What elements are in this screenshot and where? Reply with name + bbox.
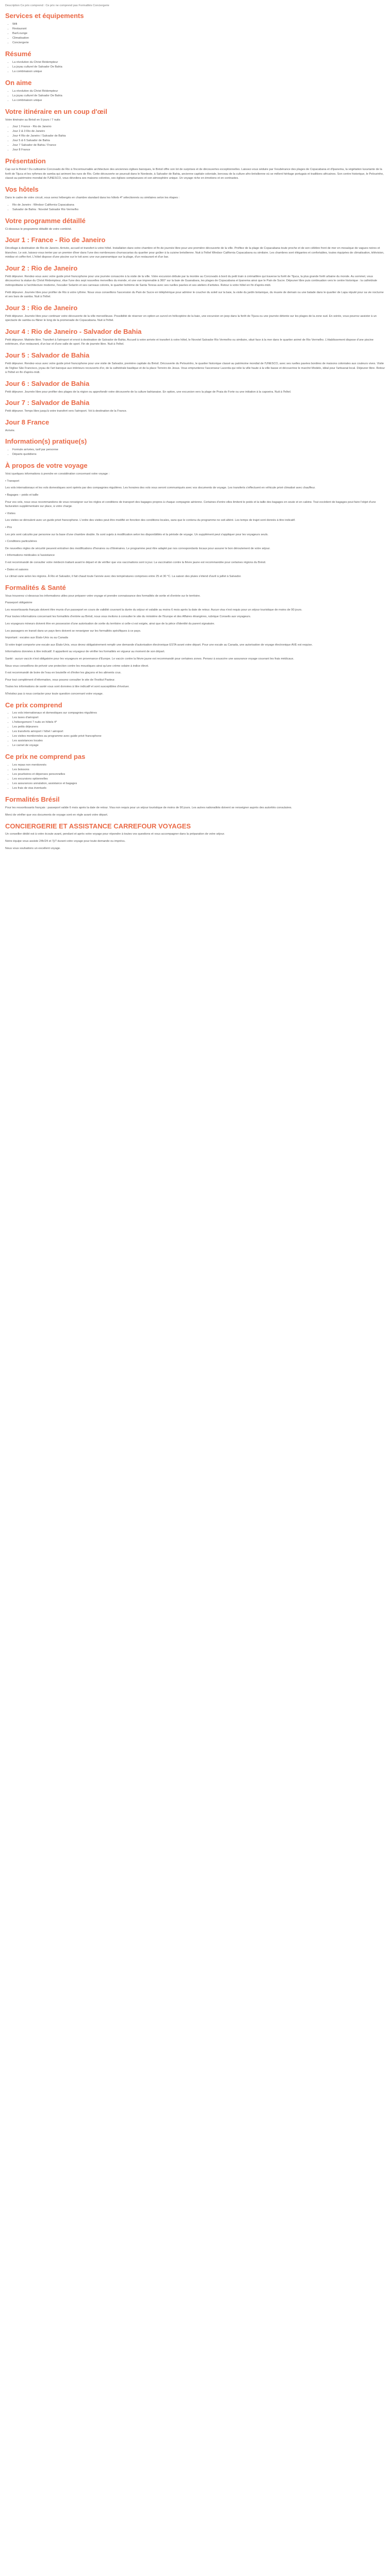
day5-title: Jour 5 : Salvador de Bahia bbox=[5, 351, 90, 359]
services-title: Services et équipements bbox=[5, 12, 84, 20]
important-label: Important : escales aux États-Unis ou au Canada bbox=[5, 636, 68, 640]
itinerary-list bbox=[5, 125, 386, 152]
day2-text: Petit déjeuner. Rendez-vous avec votre guide privé francophone pour une journée consacrée à la visite de la ville. Votre excursion débute par la montée au Corcovado à bord du petit train à crémaillère qui traverse la forêt de Tijuca, la plus grande forêt urbaine du monde. Au sommet, vous découvrirez la statue du Christ Rédempteur, élue l'une des sept nouvelles merveilles du monde, et une vue imprenable à 360° sur la baie de Guanabara, les plages de Copacabana et Ipanema ainsi que le Pain de Sucre. Déjeuner libre puis continuation vers le centre historique : la cathédrale métropolitaine à l'architecture moderne, l'escalier Selarón et ses carreaux colorés, le quartier bohème de Santa Teresa avec ses ruelles pavées et ses ateliers d'artistes. Retour à votre hôtel en fin d'après-midi. bbox=[5, 275, 377, 287]
list-item: • Conciergerie bbox=[12, 41, 386, 45]
list-item: • Le carnet de voyage bbox=[12, 743, 386, 748]
info-title: Information(s) pratique(s) bbox=[5, 437, 87, 446]
list-item: • Les excursions optionnelles bbox=[12, 777, 386, 782]
included-title: Ce prix comprend bbox=[5, 701, 62, 709]
about-title: À propos de votre voyage bbox=[5, 462, 88, 470]
concierge-text-3: Nous vous souhaitons un excellent voyage. bbox=[5, 846, 61, 850]
list-item: • Les vols internationaux et domestiques sur compagnies régulières bbox=[12, 711, 386, 716]
formalities-text: Pour tout complément d'information, vous pouvez consulter le site de l'Institut Pasteur. bbox=[5, 678, 116, 682]
day8-text: Arrivée. bbox=[5, 429, 15, 432]
prix-label: • Prix bbox=[5, 526, 12, 529]
list-item: • Les assistances locales bbox=[12, 739, 386, 743]
day4-title: Jour 4 : Rio de Janeiro - Salvador de Bahia bbox=[5, 327, 142, 335]
presentation-text: Cap sur le Brésil ! Du cultissime Corcovado de Rio à l'incontournable architecture des anciennes églises baroques, le Brésil offre son lot de surprises et de découvertes exceptionnelles. Laissez-vous séduire par l'exubérance des plages de Copacabana et d'Ipanema, la végétation luxuriante de la forêt de Tijuca et les rythmes de samba qui animent les rues de Rio. Cette découverte se poursuit dans le Nordeste, à Salvador de Bahia, ancienne capitale coloniale, berceau de la culture afro-brésilienne où se mêlent héritage portugais et traditions africaines. Son centre historique, le Pelourinho, classé au patrimoine mondial de l'UNESCO, vous dévoilera ses maisons colorées, ses églises somptueuses et son atmosphère unique. Un voyage riche en émotions et en contrastes. bbox=[5, 168, 384, 180]
formalities-text: Si votre trajet comporte une escale aux États-Unis, vous devez obligatoirement remplir une demande d'autorisation électronique ESTA avant votre départ. Pour une escale au Canada, une autorisation de voyage électronique AVE est requise. bbox=[5, 643, 313, 647]
resume-title: Résumé bbox=[5, 49, 31, 58]
passport-label: Passeport obligatoire bbox=[5, 601, 32, 605]
day5-text: Petit déjeuner. Rendez-vous avec votre guide privé francophone pour une visite de Salvador, première capitale du Brésil. Découverte du Pelourinho, le quartier historique classé au patrimoine mondial de l'UNESCO, avec ses ruelles pavées bordées de maisons coloniales aux couleurs vives. Visite de l'église São Francisco, joyau de l'art baroque aux intérieurs recouverts d'or, de la cathédrale basilique et de la place Terreiro de Jesus. Vous emprunterez l'ascenseur Lacerda qui relie la ville haute à la ville basse et découvrirez le marché Modelo, idéal pour l'artisanat local. Déjeuner libre. Retour à l'hôtel en fin d'après-midi. bbox=[5, 362, 385, 375]
list-item: • Salvador de Bahia : Novotel Salvador Rio Vermelho bbox=[12, 208, 386, 212]
formalities-text: Pour toutes informations concernant les formalités d'entrée au Brésil, nous vous invitons à consulter le site du ministère de l'Europe et des Affaires étrangères, rubrique Conseils aux voyageurs. bbox=[5, 615, 251, 619]
day6-text: Petit déjeuner. Journée libre pour profiter des plages de la région ou approfondir votre découverte de la culture bahianaise. En option, une excursion vers la plage de Praia do Forte ou une initiation à la capoeira. Nuit à l'hôtel. bbox=[5, 390, 291, 394]
list-item: • La révolution du Christ Rédempteur bbox=[12, 89, 386, 94]
formalities-text: Il est recommandé de boire de l'eau en bouteille et d'éviter les glaçons et les aliments crus. bbox=[5, 671, 122, 675]
list-item: • Jour 7 Salvador de Bahia / France bbox=[12, 143, 386, 148]
list-item: • Les transferts aéroport / hôtel / aéroport bbox=[12, 730, 386, 734]
formalities-text: Les ressortissants français doivent être munis d'un passeport en cours de validité couvrant la durée du séjour et valable au moins 6 mois après la date de retour. Aucun visa n'est requis pour un séjour touristique de moins de 90 jours. bbox=[5, 608, 302, 612]
formalities-text: Toutes les informations de santé vous sont données à titre indicatif et sont susceptibles d'évoluer. bbox=[5, 685, 129, 689]
list-item: • Jour 5 & 6 Salvador de Bahia bbox=[12, 139, 386, 143]
concierge-text: Un conseiller dédié est à votre écoute avant, pendant et après votre voyage pour répondre à toutes vos questions et vous accompagner dans la préparation de votre séjour. bbox=[5, 833, 225, 836]
hotels-title: Vos hôtels bbox=[5, 185, 39, 194]
day1-title: Jour 1 : France - Rio de Janeiro bbox=[5, 236, 106, 244]
list-item: • Formule arrivées, tarif par personne bbox=[12, 448, 386, 452]
itinerary-title: Votre itinéraire en un coup d'œil bbox=[5, 107, 107, 115]
visites-text: Les visites se déroulent avec un guide privé francophone. L'ordre des visites peut être modifié en fonction des conditions locales, sans que le contenu du programme ne soit altéré. Les temps de trajet sont donnés à titre indicatif. bbox=[5, 519, 296, 522]
medical-label: • Informations médicales à l'assistance bbox=[5, 554, 55, 557]
itinerary-intro: Votre itinéraire au Brésil en 9 jours / 7 nuits bbox=[5, 118, 60, 122]
concierge-title: CONCIERGERIE ET ASSISTANCE CARREFOUR VOYAGES bbox=[5, 822, 191, 830]
hotels-intro: Dans le cadre de votre circuit, vous serez hébergés en chambre standard dans les hôtels 4* sélectionnés ou similaires selon les étapes : bbox=[5, 196, 180, 199]
excluded-list bbox=[5, 763, 386, 791]
conditions-label: • Conditions particulières bbox=[5, 540, 37, 544]
list-item: • Rio de Janeiro : Windsor California Copacabana bbox=[12, 203, 386, 208]
dates-label: • Dates et saisons bbox=[5, 568, 28, 571]
formalities-text: Les voyageurs mineurs doivent être en possession d'une autorisation de sortie du territoire si celle-ci est exigée, ainsi que de la pièce d'identité du parent signataire. bbox=[5, 622, 215, 625]
list-item: • La joyau culturel de Salvador De Bahia bbox=[12, 94, 386, 98]
hotels-list bbox=[5, 203, 386, 212]
list-item: • Les petits déjeuners bbox=[12, 725, 386, 730]
onaime-title: On aime bbox=[5, 78, 32, 87]
included-list bbox=[5, 711, 386, 748]
formalities-title: Formalités & Santé bbox=[5, 583, 66, 591]
list-item: • Jour 8 France bbox=[12, 148, 386, 152]
formalities-text: Santé : aucun vaccin n'est obligatoire pour les voyageurs en provenance d'Europe. Le vaccin contre la fièvre jaune est recommandé pour certaines zones. Pensez à souscrire une assurance voyage couvrant les frais médicaux. bbox=[5, 657, 294, 660]
transport-label: • Transport bbox=[5, 479, 20, 483]
program-intro: Ci-dessous le programme détaillé de votre combiné. bbox=[5, 227, 72, 231]
onaime-list bbox=[5, 89, 386, 103]
formalities-text: N'hésitez pas à nous contacter pour toute question concernant votre voyage. bbox=[5, 692, 104, 696]
top-line: Description Ce prix comprend : Ce prix ne comprend pas Formalités Conciergerie bbox=[5, 4, 109, 7]
list-item: • Jour 2 & 3 Rio de Janeiro bbox=[12, 129, 386, 134]
resume-list bbox=[5, 60, 386, 74]
day3-text: Petit déjeuner. Journée libre pour continuer votre découverte de la ville merveilleuse. Possibilité de réserver en option un survol en hélicoptère de la baie, une excursion en jeep dans la forêt de Tijuca ou une journée détente sur les plages de la zone sud. En soirée, vous pourrez assister à un spectacle de samba ou flâner le long de la promenade de Copacabana. Nuit à l'hôtel. bbox=[5, 314, 377, 323]
bagages-text: Pour vos vols, nous vous recommandons de vous renseigner sur les règles et conditions de transport des bagages propres à chaque compagnie aérienne. Certaines d'entre elles limitent le poids et la taille des bagages en soute et en cabine. Tout excédent de bagages peut faire l'objet d'une facturation supplémentaire sur place, à votre charge. bbox=[5, 500, 376, 509]
program-title: Votre programme détaillé bbox=[5, 216, 86, 225]
list-item: • La joyau culturel de Salvador De Bahia bbox=[12, 65, 386, 70]
day2-text-2: Petit déjeuner. Journée libre pour profiter de Rio à votre rythme. Nous vous conseillons l'ascension du Pain de Sucre en téléphérique pour admirer le coucher du soleil sur la baie, la visite du jardin botanique, du musée de demain ou une balade dans le quartier de Lapa réputé pour sa vie nocturne et ses bars de samba. Nuit à l'hôtel. bbox=[5, 291, 384, 299]
bagages-label: • Bagages – poids et taille bbox=[5, 493, 39, 497]
day6-title: Jour 6 : Salvador de Bahia bbox=[5, 379, 90, 387]
brazil-formalities-text-2: Merci de vérifier que vos documents de voyage sont en règle avant votre départ. bbox=[5, 813, 108, 817]
list-item: • La combinaison unique bbox=[12, 98, 386, 103]
list-item: • L'hébergement 7 nuits en hôtels 4* bbox=[12, 720, 386, 725]
formalities-intro: Vous trouverez ci-dessous les informations utiles pour préparer votre voyage et prendre connaissance des formalités de sortie et d'entrée sur le territoire. bbox=[5, 594, 201, 598]
list-item: • Les taxes d'aéroport bbox=[12, 716, 386, 720]
transport-text: Les vols internationaux et les vols domestiques sont opérés par des compagnies régulières. Les horaires des vols vous seront communiqués avec vos documents de voyage. Les transferts s'effectuent en véhicule privé climatisé avec chauffeur. bbox=[5, 486, 316, 490]
medical-text: Il est recommandé de consulter votre médecin traitant avant le départ et de vérifier que vos vaccinations sont à jour. La vaccination contre la fièvre jaune est recommandée pour certaines régions du Brésil. bbox=[5, 561, 266, 564]
list-item: • Jour 1 France - Rio de Janeiro bbox=[12, 125, 386, 129]
concierge-text-2: Notre équipe vous assiste 24h/24 et 7j/7 durant votre voyage pour toute demande ou imprévu. bbox=[5, 840, 126, 843]
formalities-text: Nous vous conseillons de prévoir une protection contre les moustiques ainsi qu'une crème solaire à indice élevé. bbox=[5, 664, 149, 668]
list-item: • Les frais de visa éventuels bbox=[12, 786, 386, 791]
info-list bbox=[5, 448, 386, 457]
list-item: • Départs quotidiens bbox=[12, 452, 386, 457]
list-item: • Jour 4 Rio de Janeiro / Salvador de Bahia bbox=[12, 134, 386, 139]
day8-title: Jour 8 France bbox=[5, 418, 50, 426]
list-item: • Les pourboires et dépenses personnelles bbox=[12, 772, 386, 777]
brazil-formalities-title: Formalités Brésil bbox=[5, 795, 60, 804]
list-item: • La combinaison unique bbox=[12, 70, 386, 74]
about-intro: Voici quelques informations à prendre en considération concernant votre voyage : bbox=[5, 472, 110, 476]
list-item: • Wifi bbox=[12, 22, 386, 27]
formalities-text: Informations données à titre indicatif. Il appartient au voyageur de vérifier les formalités en vigueur au moment de son départ. bbox=[5, 650, 165, 654]
prix-text: Les prix sont calculés par personne sur la base d'une chambre double. Ils sont sujets à modification selon les disponibilités et la période de voyage. Un supplément peut s'appliquer pour les voyageurs seuls. bbox=[5, 533, 269, 536]
presentation-title: Présentation bbox=[5, 157, 46, 165]
excluded-title: Ce prix ne comprend pas bbox=[5, 753, 86, 761]
day7-text: Petit déjeuner. Temps libre jusqu'à votre transfert vers l'aéroport. Vol à destination de la France. bbox=[5, 410, 127, 413]
dates-text: Le climat varie selon les régions. À Rio et Salvador, il fait chaud toute l'année avec des températures comprises entre 25 et 30 °C. La saison des pluies s'étend d'avril à juillet à Salvador. bbox=[5, 575, 241, 579]
day7-title: Jour 7 : Salvador de Bahia bbox=[5, 399, 90, 407]
day2-title: Jour 2 : Rio de Janeiro bbox=[5, 264, 78, 272]
list-item: • La révolution du Christ Rédempteur bbox=[12, 60, 386, 65]
conditions-text: De nouvelles règles de sécurité peuvent entraîner des modifications d'horaires ou d'itinéraires. Le programme peut être adapté par nos correspondants locaux pour assurer le bon déroulement de votre séjour. bbox=[5, 547, 270, 550]
services-list bbox=[5, 22, 386, 45]
list-item: • Les assurances annulation, assistance et bagages bbox=[12, 782, 386, 786]
list-item: • Les boissons bbox=[12, 768, 386, 772]
list-item: • Climatisation bbox=[12, 36, 386, 41]
day3-title: Jour 3 : Rio de Janeiro bbox=[5, 303, 78, 312]
day1-text: Décollage à destination de Rio de Janeiro. Arrivée, accueil et transfert à votre hôtel. Installation dans votre chambre et fin de journée libre pour une première découverte de la ville. Profitez de la plage de Copacabana toute proche et de son célèbre front de mer en mosaïque de vagues noires et blanches. Le soir, laissez-vous tenter par un premier dîner dans l'une des nombreuses churrascarias du quartier pour goûter à la cuisine brésilienne. Nuit à l'hôtel Windsor California Copacabana ou similaire. Les chambres sont élégantes et confortables, toutes équipées de climatisation, télévision, minibar et coffre-fort. L'hôtel dispose d'une piscine sur le toit avec une vue panoramique sur la plage, d'un restaurant et d'un bar. bbox=[5, 247, 384, 259]
list-item: • Les repas non mentionnés bbox=[12, 763, 386, 768]
visites-label: • Visites bbox=[5, 512, 15, 515]
page bbox=[0, 0, 391, 851]
formalities-text: Les passagers en transit dans un pays tiers doivent se renseigner sur les formalités spécifiques à ce pays. bbox=[5, 629, 141, 633]
brazil-formalities-text: Pour les ressortissants français : passeport valide 6 mois après la date de retour. Visa non requis pour un séjour touristique de moins de 90 jours. Les autres nationalités doivent se renseigner auprès des autorités consulaires. bbox=[5, 806, 292, 810]
list-item: • Les visites mentionnées au programme avec guide privé francophone bbox=[12, 734, 386, 739]
list-item: • Bar/Lounge bbox=[12, 31, 386, 36]
list-item: • Restaurant bbox=[12, 27, 386, 31]
day4-text: Petit déjeuner. Matinée libre. Transfert à l'aéroport et envol à destination de Salvador de Bahia. Accueil à votre arrivée et transfert à votre hôtel, le Novotel Salvador Rio Vermelho ou similaire, situé face à la mer dans le quartier animé de Rio Vermelho. L'établissement dispose d'une piscine extérieure, d'un restaurant, d'un bar et d'une salle de sport. Fin de journée libre. Nuit à l'hôtel. bbox=[5, 338, 373, 346]
